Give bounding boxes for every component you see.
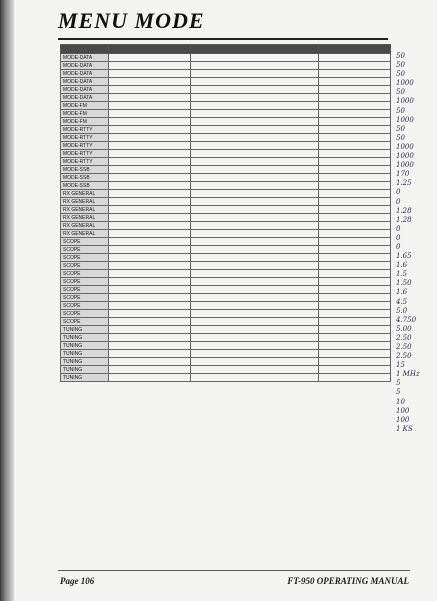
table-row <box>61 310 391 318</box>
group-cell: MODE-FM <box>61 118 109 126</box>
table-cell <box>191 278 319 286</box>
handwritten-note: 50 <box>396 52 405 60</box>
table-row <box>61 254 391 262</box>
table-cell <box>191 174 319 182</box>
table-cell <box>109 358 191 366</box>
table-row <box>61 126 391 134</box>
table-row <box>61 262 391 270</box>
table-row <box>61 302 391 310</box>
group-cell: TUNING <box>61 326 109 334</box>
table-cell <box>109 286 191 294</box>
table-row <box>61 94 391 102</box>
table-cell <box>191 302 319 310</box>
table-cell <box>109 278 191 286</box>
table-cell <box>319 286 391 294</box>
table-cell <box>191 86 319 94</box>
table-row <box>61 270 391 278</box>
table-cell <box>191 126 319 134</box>
table-cell <box>109 214 191 222</box>
table-cell <box>109 62 191 70</box>
table-cell <box>109 110 191 118</box>
handwritten-note: 50 <box>396 124 405 133</box>
table-cell <box>319 350 391 358</box>
footer-rule <box>58 570 410 571</box>
handwritten-note: 1.5 <box>396 270 408 279</box>
group-cell: SCOPE <box>61 254 109 262</box>
handwritten-note: 10 <box>396 397 405 406</box>
group-cell: MODE-RTTY <box>61 142 109 150</box>
handwritten-note: 1.25 <box>396 179 412 188</box>
handwritten-note: 50 <box>396 106 405 115</box>
table-cell <box>319 310 391 318</box>
table-cell <box>191 238 319 246</box>
table-cell <box>191 334 319 342</box>
handwritten-note: 1000 <box>396 142 414 151</box>
table-cell <box>109 102 191 110</box>
table-cell <box>191 214 319 222</box>
handwritten-note: 1 KS <box>396 424 413 433</box>
table-cell <box>109 366 191 374</box>
title-rule <box>58 38 388 40</box>
menu-mode-table <box>60 44 391 382</box>
table-cell <box>191 342 319 350</box>
handwritten-note: 15 <box>396 361 405 370</box>
group-cell: RX GENERAL <box>61 206 109 214</box>
group-cell: TUNING <box>61 366 109 374</box>
page-binding-edge <box>0 0 14 601</box>
group-cell: TUNING <box>61 342 109 350</box>
table-cell <box>319 62 391 70</box>
table-cell <box>109 198 191 206</box>
handwritten-note: 0 <box>396 197 401 206</box>
handwritten-note: 2.50 <box>396 352 412 361</box>
group-cell: SCOPE <box>61 302 109 310</box>
column-header <box>191 45 319 54</box>
table-cell <box>191 78 319 86</box>
table-row <box>61 182 391 190</box>
handwritten-note: 0 <box>396 188 401 197</box>
table-row <box>61 326 391 334</box>
table-cell <box>191 62 319 70</box>
group-cell: MODE-DATA <box>61 94 109 102</box>
table-cell <box>319 366 391 374</box>
table-cell <box>191 270 319 278</box>
table-cell <box>319 126 391 134</box>
table-row <box>61 54 391 62</box>
page-number: Page 106 <box>60 576 95 586</box>
handwritten-note: 50 <box>396 70 405 79</box>
handwritten-note: 4.5 <box>396 297 408 306</box>
handwritten-note: 1000 <box>396 161 414 170</box>
handwritten-note: 1 MHz <box>396 370 420 379</box>
table-cell <box>109 126 191 134</box>
group-cell: RX GENERAL <box>61 214 109 222</box>
page-title: MENU MODE <box>58 8 205 33</box>
group-cell: SCOPE <box>61 318 109 326</box>
table-cell <box>109 174 191 182</box>
group-cell: RX GENERAL <box>61 230 109 238</box>
handwritten-notes <box>396 52 436 434</box>
table-cell <box>319 294 391 302</box>
table-row <box>61 174 391 182</box>
table-cell <box>109 318 191 326</box>
table-cell <box>191 166 319 174</box>
table-row <box>61 366 391 374</box>
table-cell <box>319 142 391 150</box>
group-cell: MODE-DATA <box>61 70 109 78</box>
table-cell <box>109 70 191 78</box>
group-cell: MODE-RTTY <box>61 150 109 158</box>
table-cell <box>319 270 391 278</box>
table-row <box>61 78 391 86</box>
menu-table-wrapper <box>60 44 390 382</box>
table-cell <box>319 182 391 190</box>
table-cell <box>109 246 191 254</box>
table-cell <box>191 294 319 302</box>
table-row <box>61 158 391 166</box>
handwritten-note: 1000 <box>396 152 414 161</box>
table-cell <box>319 118 391 126</box>
table-cell <box>319 326 391 334</box>
table-cell <box>319 358 391 366</box>
table-cell <box>191 150 319 158</box>
table-cell <box>191 102 319 110</box>
group-cell: TUNING <box>61 358 109 366</box>
table-row <box>61 70 391 78</box>
table-row <box>61 318 391 326</box>
table-row <box>61 294 391 302</box>
table-cell <box>109 342 191 350</box>
table-cell <box>191 198 319 206</box>
table-cell <box>109 350 191 358</box>
table-row <box>61 150 391 158</box>
table-row <box>61 214 391 222</box>
table-cell <box>191 358 319 366</box>
table-cell <box>319 222 391 230</box>
table-cell <box>109 334 191 342</box>
table-row <box>61 278 391 286</box>
handwritten-note: 1.28 <box>396 215 412 224</box>
table-cell <box>109 182 191 190</box>
table-cell <box>109 238 191 246</box>
group-cell: SCOPE <box>61 246 109 254</box>
table-row <box>61 142 391 150</box>
table-cell <box>191 94 319 102</box>
table-cell <box>109 374 191 382</box>
table-row <box>61 286 391 294</box>
table-row <box>61 102 391 110</box>
table-cell <box>319 198 391 206</box>
table-cell <box>191 326 319 334</box>
table-row <box>61 358 391 366</box>
table-cell <box>191 142 319 150</box>
handwritten-note: 2.50 <box>396 343 412 351</box>
handwritten-note: 1000 <box>396 115 414 124</box>
table-cell <box>109 254 191 262</box>
table-cell <box>109 150 191 158</box>
handwritten-note: 1.65 <box>396 252 412 261</box>
handwritten-note: 170 <box>396 170 410 179</box>
handwritten-note: 5.00 <box>396 324 412 333</box>
group-cell: SCOPE <box>61 262 109 270</box>
handwritten-note: 5.0 <box>396 306 408 315</box>
table-cell <box>109 134 191 142</box>
table-cell <box>319 78 391 86</box>
table-row <box>61 190 391 198</box>
handwritten-note: 1000 <box>396 97 414 106</box>
table-cell <box>109 222 191 230</box>
group-cell: MODE-SSB <box>61 174 109 182</box>
table-row <box>61 206 391 214</box>
handwritten-note: 1.6 <box>396 261 408 270</box>
table-cell <box>109 302 191 310</box>
table-row <box>61 62 391 70</box>
column-header <box>319 45 391 54</box>
group-cell: TUNING <box>61 350 109 358</box>
table-cell <box>191 110 319 118</box>
group-cell: MODE-DATA <box>61 86 109 94</box>
column-header <box>61 45 109 54</box>
table-cell <box>109 86 191 94</box>
table-cell <box>319 150 391 158</box>
table-cell <box>109 326 191 334</box>
handwritten-note: 100 <box>396 406 410 415</box>
group-cell: RX GENERAL <box>61 198 109 206</box>
table-row <box>61 342 391 350</box>
table-cell <box>109 94 191 102</box>
group-cell: MODE-RTTY <box>61 126 109 134</box>
table-row <box>61 110 391 118</box>
group-cell: MODE-SSB <box>61 182 109 190</box>
handwritten-note: 50 <box>396 61 405 70</box>
table-cell <box>191 286 319 294</box>
group-cell: MODE-FM <box>61 102 109 110</box>
handwritten-note: 0 <box>396 242 401 251</box>
group-cell: RX GENERAL <box>61 222 109 230</box>
handwritten-note: 0 <box>396 233 401 242</box>
table-row <box>61 86 391 94</box>
table-cell <box>191 366 319 374</box>
group-cell: TUNING <box>61 374 109 382</box>
table-cell <box>319 254 391 262</box>
table-cell <box>191 134 319 142</box>
table-cell <box>109 190 191 198</box>
table-row <box>61 222 391 230</box>
table-cell <box>191 254 319 262</box>
table-row <box>61 198 391 206</box>
table-cell <box>319 302 391 310</box>
group-cell: MODE-RTTY <box>61 158 109 166</box>
table-body <box>61 54 391 382</box>
table-cell <box>109 294 191 302</box>
group-cell: MODE-DATA <box>61 78 109 86</box>
table-cell <box>319 70 391 78</box>
table-cell <box>109 142 191 150</box>
table-cell <box>319 158 391 166</box>
table-cell <box>109 230 191 238</box>
group-cell: SCOPE <box>61 286 109 294</box>
table-row <box>61 166 391 174</box>
table-cell <box>319 246 391 254</box>
handwritten-note: 4.750 <box>396 315 417 324</box>
table-cell <box>319 166 391 174</box>
handwritten-note: 5 <box>396 379 401 388</box>
table-cell <box>109 78 191 86</box>
table-cell <box>319 262 391 270</box>
table-row <box>61 230 391 238</box>
table-cell <box>319 374 391 382</box>
group-cell: MODE-RTTY <box>61 134 109 142</box>
table-cell <box>109 118 191 126</box>
group-cell: MODE-DATA <box>61 54 109 62</box>
table-cell <box>191 182 319 190</box>
handwritten-note: 1.6 <box>396 288 408 297</box>
table-cell <box>319 230 391 238</box>
table-cell <box>191 262 319 270</box>
group-cell: RX GENERAL <box>61 190 109 198</box>
table-cell <box>109 158 191 166</box>
table-cell <box>191 118 319 126</box>
table-cell <box>319 342 391 350</box>
table-cell <box>319 206 391 214</box>
table-cell <box>109 166 191 174</box>
handwritten-note: 100 <box>396 415 410 424</box>
group-cell: SCOPE <box>61 238 109 246</box>
table-row <box>61 334 391 342</box>
table-cell <box>319 318 391 326</box>
column-header <box>109 45 191 54</box>
table-cell <box>319 134 391 142</box>
table-cell <box>191 70 319 78</box>
table-cell <box>319 102 391 110</box>
table-cell <box>191 350 319 358</box>
group-cell: SCOPE <box>61 310 109 318</box>
table-cell <box>191 190 319 198</box>
handwritten-note: 50 <box>396 133 405 142</box>
table-row <box>61 374 391 382</box>
group-cell: MODE-SSB <box>61 166 109 174</box>
group-cell: MODE-DATA <box>61 62 109 70</box>
table-cell <box>109 262 191 270</box>
table-cell <box>319 174 391 182</box>
table-cell <box>109 54 191 62</box>
table-cell <box>109 270 191 278</box>
manual-name: FT-950 OPERATING MANUAL <box>287 576 409 586</box>
table-cell <box>319 94 391 102</box>
table-row <box>61 134 391 142</box>
table-cell <box>109 206 191 214</box>
table-row <box>61 350 391 358</box>
table-cell <box>319 214 391 222</box>
handwritten-note: 2.50 <box>396 333 412 342</box>
handwritten-note: 1.50 <box>396 279 412 288</box>
table-cell <box>319 278 391 286</box>
table-cell <box>109 310 191 318</box>
handwritten-note: 1000 <box>396 79 414 88</box>
table-cell <box>319 110 391 118</box>
table-cell <box>319 190 391 198</box>
handwritten-note: 50 <box>396 88 405 97</box>
handwritten-note: 1.28 <box>396 206 412 215</box>
table-cell <box>191 318 319 326</box>
table-row <box>61 246 391 254</box>
group-cell: SCOPE <box>61 270 109 278</box>
table-cell <box>319 334 391 342</box>
group-cell: SCOPE <box>61 294 109 302</box>
table-cell <box>191 206 319 214</box>
table-cell <box>319 238 391 246</box>
handwritten-note: 0 <box>396 224 401 233</box>
group-cell: TUNING <box>61 334 109 342</box>
table-cell <box>191 374 319 382</box>
group-cell: MODE-FM <box>61 110 109 118</box>
table-cell <box>191 158 319 166</box>
group-cell: SCOPE <box>61 278 109 286</box>
table-cell <box>319 54 391 62</box>
table-cell <box>319 86 391 94</box>
table-row <box>61 238 391 246</box>
table-header-row <box>61 45 391 54</box>
handwritten-note: 5 <box>396 388 401 397</box>
table-cell <box>191 246 319 254</box>
table-cell <box>191 230 319 238</box>
table-cell <box>191 222 319 230</box>
table-cell <box>191 54 319 62</box>
table-row <box>61 118 391 126</box>
table-cell <box>191 310 319 318</box>
